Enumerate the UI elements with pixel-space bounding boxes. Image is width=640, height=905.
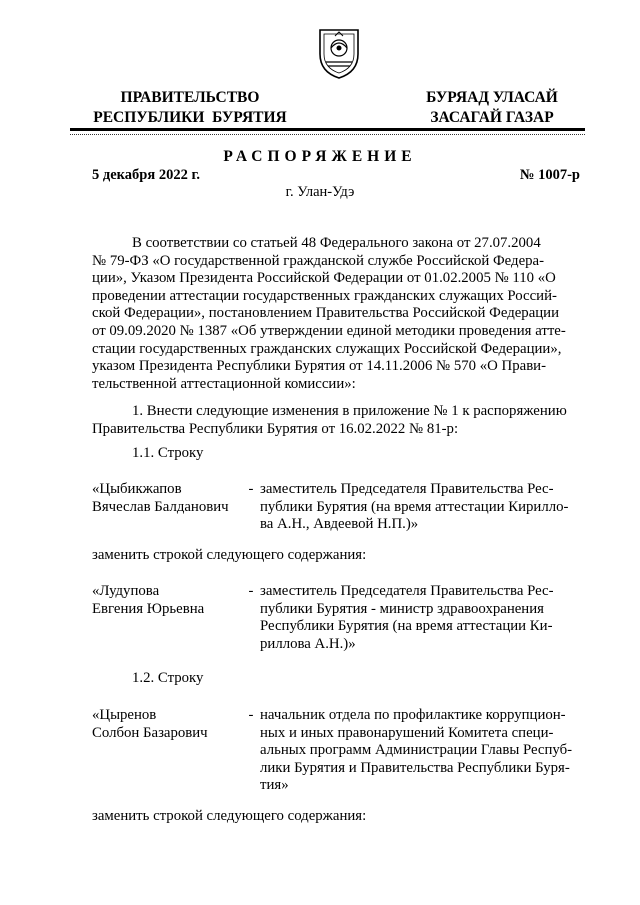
- entry-description: заместитель Председателя Правительства Рес- публики Бурятия (на время аттестации Кирилло- ва А.Н., Авдеевой Н.П.)»: [260, 481, 569, 533]
- government-name-ru: ПРАВИТЕЛЬСТВО РЕСПУБЛИКИ БУРЯТИЯ: [93, 89, 287, 126]
- entry-dash: -: [248, 481, 254, 497]
- point-1-1: 1.1. Строку: [132, 445, 204, 461]
- header-rule-thin: [70, 134, 585, 135]
- document-city: г. Улан-Удэ: [285, 184, 355, 200]
- entry-dash: -: [248, 707, 254, 723]
- government-name-bua: БУРЯАД УЛАСАЙ ЗАСАГАЙ ГАЗАР: [426, 89, 558, 126]
- entry-description: начальник отдела по профилактике коррупцион- ных и иных правонарушений Комитета специ- альных программ Администрации Главы Респуб- лики Бурятия и Правительства Республики Буря- тия»: [260, 707, 573, 794]
- intro-paragraph: В соответствии со статьей 48 Федерального закона от 27.07.2004 № 79-ФЗ «О государственной гражданской службе Российской Федера- ции», Указом Президента Российской Федерации от 01.02.2005 № 110 «О проведении аттестации государственных гражданских служащих Россий- ской Федерации», постановлением Правительства Российской Федерации от 09.09.2020 № 1387 «Об утверждении единой методики проведения атте- стации государственных гражданских служащих Российской Федерации», указом Президента Республики Бурятия от 14.11.2006 № 570 «О Прави- тельственной аттестационной комиссии»:: [92, 235, 566, 392]
- header-rule-thick: [70, 128, 585, 131]
- point-1-2: 1.2. Строку: [132, 670, 204, 686]
- document-date: 5 декабря 2022 г.: [92, 167, 201, 183]
- replace-text-2: заменить строкой следующего содержания:: [92, 808, 367, 824]
- entry-name: «Цыренов Солбон Базарович: [92, 707, 208, 741]
- point-1-paragraph: 1. Внести следующие изменения в приложение № 1 к распоряжению Правительства Республики Бурятия от 16.02.2022 № 81-р:: [92, 403, 567, 437]
- document-title: РАСПОРЯЖЕНИЕ: [223, 148, 417, 165]
- coat-of-arms-emblem-icon: [316, 24, 362, 80]
- entry-dash: -: [248, 583, 254, 599]
- replace-text-1: заменить строкой следующего содержания:: [92, 547, 367, 563]
- entry-name: «Цыбикжапов Вячеслав Балданович: [92, 481, 229, 515]
- document-number: № 1007-р: [519, 167, 580, 183]
- entry-description: заместитель Председателя Правительства Рес- публики Бурятия - министр здравоохранения Республики Бурятия (на время аттестации Ки- риллова А.Н.)»: [260, 583, 554, 652]
- entry-name: «Лудупова Евгения Юрьевна: [92, 583, 205, 617]
